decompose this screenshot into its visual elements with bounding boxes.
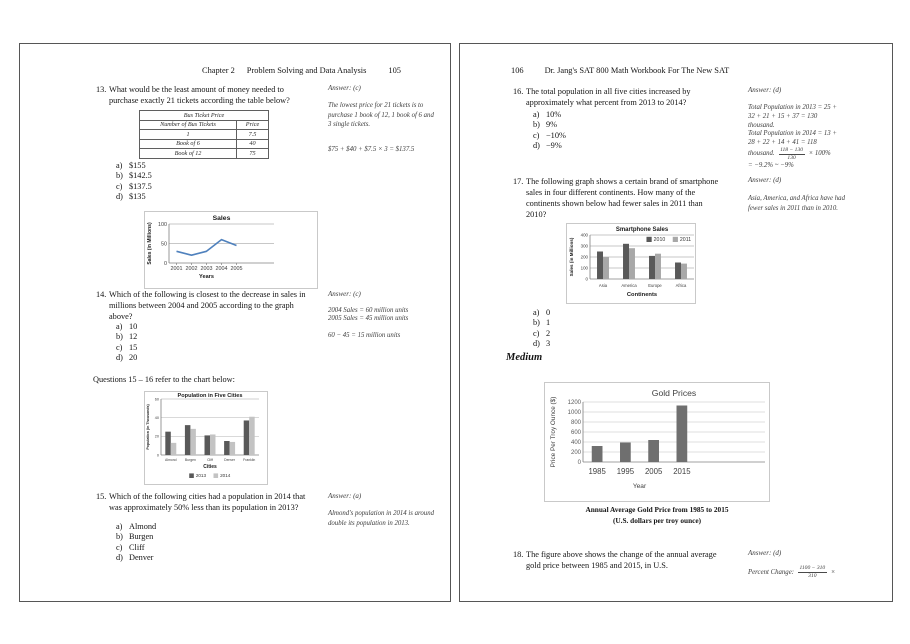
svg-text:2010: 2010 bbox=[653, 237, 666, 243]
svg-text:200: 200 bbox=[580, 254, 588, 260]
svg-text:Population in Five Cities: Population in Five Cities bbox=[177, 393, 243, 399]
question-text: The following graph shows a certain brand of smartphone sales in four different continents. How many of the continents shown below had fewer sales in 2011 than 2010? bbox=[526, 177, 719, 219]
svg-text:Sales: Sales bbox=[212, 215, 231, 222]
table-cell: 40 bbox=[237, 139, 269, 149]
answer-14-line: 2004 Sales = 60 million units bbox=[328, 307, 409, 314]
table-cell: Book of 6 bbox=[140, 139, 237, 149]
svg-text:400: 400 bbox=[580, 232, 588, 238]
question-text: The total population in all five cities increased by approximately what percent from 2013 to 2014? bbox=[526, 87, 691, 107]
svg-text:20: 20 bbox=[154, 434, 159, 439]
question-17-options bbox=[533, 308, 550, 349]
svg-text:Asia: Asia bbox=[598, 283, 608, 288]
question-14-options bbox=[116, 322, 137, 363]
fraction: $\frac{118 - 130}{130}$ bbox=[780, 146, 804, 162]
table-cell: 1 bbox=[140, 130, 237, 140]
sales-line-chart bbox=[144, 211, 318, 294]
question-17 bbox=[513, 176, 723, 220]
svg-text:2015: 2015 bbox=[673, 467, 691, 476]
svg-text:Population (in Thousands): Population (in Thousands) bbox=[146, 404, 150, 450]
svg-text:200: 200 bbox=[570, 450, 581, 457]
svg-text:Franklin: Franklin bbox=[243, 458, 256, 462]
table-col-header: Price bbox=[237, 120, 269, 130]
svg-text:Africa: Africa bbox=[675, 283, 687, 288]
smartphone-sales-chart bbox=[566, 223, 696, 309]
option: c) Cliff bbox=[116, 542, 145, 552]
section-heading: Medium bbox=[506, 352, 543, 363]
answer-13-label: Answer: (c) bbox=[328, 84, 361, 92]
svg-text:Almond: Almond bbox=[165, 458, 177, 462]
svg-text:1995: 1995 bbox=[616, 467, 635, 476]
gold-chart-caption: (U.S. dollars per troy ounce) bbox=[612, 516, 702, 525]
svg-text:300: 300 bbox=[580, 243, 588, 249]
answer-14-line: 2005 Sales = 45 million units bbox=[328, 315, 409, 322]
option: b) 12 bbox=[116, 332, 138, 342]
answer-14-label: Answer: (c) bbox=[328, 290, 361, 298]
book-title: Dr. Jang's SAT 800 Math Workbook For The New SAT bbox=[544, 66, 730, 75]
svg-text:60: 60 bbox=[154, 397, 159, 402]
question-13-options bbox=[116, 161, 152, 202]
question-18 bbox=[513, 549, 719, 571]
option: a) 10 bbox=[116, 322, 138, 331]
svg-text:40: 40 bbox=[154, 415, 159, 420]
option: a) $155 bbox=[116, 161, 146, 170]
svg-text:2005: 2005 bbox=[644, 467, 663, 476]
svg-text:Year: Year bbox=[632, 483, 647, 490]
question-text: Which of the following is closest to the decrease in sales in millions between 2004 and 2005 according to the graph above? bbox=[109, 290, 306, 321]
svg-text:400: 400 bbox=[570, 440, 581, 447]
svg-text:2005: 2005 bbox=[230, 266, 243, 272]
svg-text:Years: Years bbox=[199, 274, 214, 280]
question-text: Which of the following cities had a population in 2014 that was approximately 50% less than its population in 2013? bbox=[109, 492, 306, 512]
svg-text:2004: 2004 bbox=[215, 266, 228, 272]
answer-18-formula: Percent Change: $\frac{1100 - 310}{310}$ × bbox=[748, 565, 836, 580]
svg-text:Sales (in Millions): Sales (in Millions) bbox=[147, 222, 153, 265]
question-number: 17. bbox=[513, 177, 524, 186]
svg-text:2013: 2013 bbox=[195, 473, 207, 478]
question-number: 13. bbox=[96, 85, 107, 94]
option: b) Burgen bbox=[116, 532, 154, 542]
table-col-header: Number of Bus Tickets bbox=[140, 120, 237, 130]
svg-text:Price Per Troy Ounce ($): Price Per Troy Ounce ($) bbox=[550, 396, 557, 468]
svg-text:800: 800 bbox=[570, 420, 581, 427]
gold-prices-chart bbox=[544, 382, 770, 507]
svg-text:2001: 2001 bbox=[170, 266, 183, 272]
svg-text:100: 100 bbox=[580, 265, 588, 271]
option: d) −9% bbox=[533, 140, 562, 150]
svg-text:100: 100 bbox=[158, 221, 167, 228]
question-text: The figure above shows the change of the annual average gold price between 1985 and 2015, in U.S. bbox=[526, 550, 717, 570]
option: d) $135 bbox=[116, 191, 146, 201]
table-cell: Book of 12 bbox=[140, 149, 237, 159]
svg-text:America: America bbox=[621, 283, 637, 288]
table-title: Bus Ticket Price bbox=[140, 111, 269, 121]
bus-ticket-price-table bbox=[139, 110, 269, 159]
svg-text:2003: 2003 bbox=[200, 266, 213, 272]
answer-15-label: Answer: (a) bbox=[328, 492, 362, 500]
reference-note: Questions 15 – 16 refer to the chart below: bbox=[93, 375, 235, 384]
answer-17-label: Answer: (d) bbox=[748, 176, 782, 184]
svg-text:Continents: Continents bbox=[626, 292, 658, 298]
table-cell: 75 bbox=[237, 149, 269, 159]
answer-13-formula: $75 + $40 + $7.5 × 3 = $137.5 bbox=[328, 146, 415, 153]
svg-text:600: 600 bbox=[570, 430, 581, 437]
svg-text:Burgen: Burgen bbox=[184, 458, 196, 462]
fraction: $\frac{1100 - 310}{310}$ bbox=[799, 565, 826, 580]
question-number: 14. bbox=[96, 290, 107, 299]
answer-15-explanation: Almond's population in 2014 is around double its population in 2013. bbox=[328, 510, 434, 527]
svg-text:Denver: Denver bbox=[224, 458, 236, 462]
svg-text:0: 0 bbox=[577, 460, 581, 467]
population-bar-chart bbox=[144, 391, 268, 490]
svg-text:0: 0 bbox=[585, 276, 588, 282]
question-number: 15. bbox=[96, 492, 107, 501]
answer-13-explanation: The lowest price for 21 tickets is to purchase 1 book of 12, 1 book of 6 and 3 single tickets. bbox=[328, 102, 434, 129]
svg-text:Europe: Europe bbox=[648, 283, 662, 288]
question-15 bbox=[96, 491, 310, 513]
svg-text:50: 50 bbox=[161, 241, 167, 248]
option: b) 9% bbox=[533, 120, 558, 130]
svg-text:Gold Prices: Gold Prices bbox=[651, 388, 697, 398]
option: a) 0 bbox=[533, 308, 551, 317]
option: b) 1 bbox=[533, 318, 551, 328]
gold-chart-caption: Annual Average Gold Price from 1985 to 2015 bbox=[585, 505, 729, 514]
option: d) 3 bbox=[533, 338, 551, 348]
svg-text:Cities: Cities bbox=[203, 464, 217, 470]
option: c) 15 bbox=[116, 342, 138, 352]
table-cell: 7.5 bbox=[237, 130, 269, 140]
left-page bbox=[19, 43, 451, 602]
svg-text:1985: 1985 bbox=[588, 467, 606, 476]
svg-text:2011: 2011 bbox=[679, 237, 692, 243]
question-16-options bbox=[533, 110, 566, 151]
answer-16-explanation: Total Population in 2013 = 25 + 32 + 21 + 15 + 37 = 130 thousand. Total Population in 2014 = 13 + 28 + 22 + 14 + 41 = 118 thousand. $\frac{118 - 130}{130}$ × 100% = −9.2% ~ −9% bbox=[748, 104, 880, 171]
svg-text:2014: 2014 bbox=[220, 473, 231, 478]
svg-text:2002: 2002 bbox=[185, 266, 198, 272]
chapter-label: Chapter 2 bbox=[202, 66, 235, 75]
question-13 bbox=[96, 84, 308, 106]
option: b) $142.5 bbox=[116, 171, 152, 181]
question-text: What would be the least amount of money needed to purchase exactly 21 tickets according the table below? bbox=[109, 85, 290, 105]
answer-16-label: Answer: (d) bbox=[748, 86, 782, 94]
answer-14-line: 60 − 45 = 15 million units bbox=[328, 332, 401, 339]
svg-text:1200: 1200 bbox=[567, 400, 581, 407]
answer-18-label: Answer: (d) bbox=[748, 549, 782, 557]
option: c) −10% bbox=[533, 130, 566, 140]
chapter-title: Problem Solving and Data Analysis bbox=[246, 66, 367, 75]
option: a) 10% bbox=[533, 110, 562, 119]
option: c) $137.5 bbox=[116, 181, 152, 191]
svg-text:1000: 1000 bbox=[567, 410, 581, 417]
question-14 bbox=[96, 289, 314, 322]
right-page-header bbox=[511, 66, 729, 75]
option: c) 2 bbox=[533, 328, 551, 338]
question-15-options bbox=[116, 522, 156, 563]
question-16 bbox=[513, 86, 721, 108]
answer-17-explanation: Asia, America, and Africa have had fewer sales in 2011 than in 2010. bbox=[748, 195, 845, 212]
question-number: 16. bbox=[513, 87, 524, 96]
option: d) 20 bbox=[116, 352, 138, 362]
svg-text:Smartphone Sales: Smartphone Sales bbox=[615, 227, 669, 233]
right-page bbox=[459, 43, 893, 602]
svg-text:0: 0 bbox=[164, 260, 167, 267]
page-number: 105 bbox=[388, 66, 401, 75]
option: a) Almond bbox=[116, 522, 157, 531]
question-number: 18. bbox=[513, 550, 524, 559]
svg-text:0: 0 bbox=[156, 453, 159, 458]
fraction-line: thousand. $\frac{118 - 130}{130}$ × 100% bbox=[748, 146, 831, 162]
page-number: 106 bbox=[511, 66, 524, 75]
left-page-header bbox=[202, 66, 401, 75]
svg-text:Sales (in Millions): Sales (in Millions) bbox=[569, 237, 574, 277]
option: d) Denver bbox=[116, 552, 154, 562]
svg-text:Cliff: Cliff bbox=[207, 458, 213, 462]
